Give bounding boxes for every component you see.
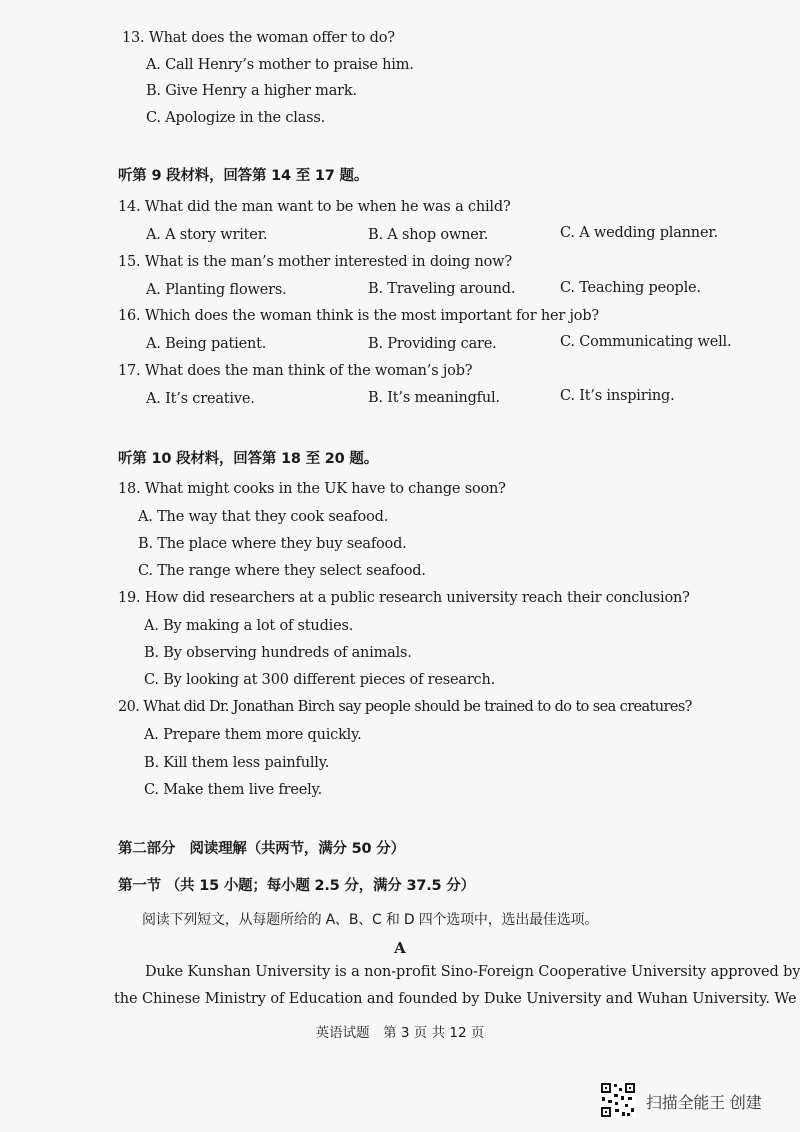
question-13-option-a: A. Call Henry’s mother to praise him.: [146, 57, 414, 73]
question-19-stem: 19. How did researchers at a public research university reach their conclusion?: [118, 590, 690, 606]
question-14-stem: 14. What did the man want to be when he was a child?: [118, 199, 511, 215]
part-2-section-1-heading: 第一节 （共 15 小题；每小题 2.5 分，满分 37.5 分）: [118, 878, 475, 894]
passage-line-2: the Chinese Ministry of Education and founded by Duke University and Wuhan University. We: [114, 991, 797, 1007]
passage-line-1: Duke Kunshan University is a non-profit Sino-Foreign Cooperative University approved by: [145, 964, 800, 980]
question-18-option-c: C. The range where they select seafood.: [138, 563, 426, 579]
question-20-option-b: B. Kill them less painfully.: [144, 755, 330, 771]
question-17-option-c: C. It’s inspiring.: [560, 388, 675, 404]
question-13-stem: 13. What does the woman offer to do?: [122, 30, 395, 46]
question-19-option-a: A. By making a lot of studies.: [144, 618, 354, 634]
question-14-option-a: A. A story writer.: [146, 227, 268, 243]
question-15-stem: 15. What is the man’s mother interested in doing now?: [118, 254, 512, 270]
question-16-stem: 16. Which does the woman think is the most important for her job?: [118, 308, 599, 324]
question-16-option-b: B. Providing care.: [368, 336, 497, 352]
question-13-option-b: B. Give Henry a higher mark.: [146, 83, 357, 99]
question-14-option-c: C. A wedding planner.: [560, 225, 718, 241]
question-14-option-b: B. A shop owner.: [368, 227, 489, 243]
question-16-option-a: A. Being patient.: [146, 336, 267, 352]
section-10-heading: 听第 10 段材料，回答第 18 至 20 题。: [118, 451, 379, 467]
qr-code-icon: [600, 1082, 636, 1118]
question-18-option-b: B. The place where they buy seafood.: [138, 536, 407, 552]
question-17-option-b: B. It’s meaningful.: [368, 390, 500, 406]
question-18-stem: 18. What might cooks in the UK have to change soon?: [118, 481, 506, 497]
question-15-option-a: A. Planting flowers.: [146, 282, 287, 298]
reading-instruction: 阅读下列短文，从每题所给的 A、B、C 和 D 四个选项中，选出最佳选项。: [142, 912, 599, 928]
question-20-option-c: C. Make them live freely.: [144, 782, 322, 798]
question-15-option-c: C. Teaching people.: [560, 280, 701, 296]
page-footer: 英语试题 第 3 页 共 12 页: [315, 1025, 485, 1041]
passage-label: A: [394, 939, 406, 957]
scanner-watermark: 扫描全能王 创建: [646, 1093, 762, 1112]
question-17-stem: 17. What does the man think of the woman’s job?: [118, 363, 473, 379]
question-15-option-b: B. Traveling around.: [368, 281, 516, 297]
question-19-option-c: C. By looking at 300 different pieces of research.: [144, 672, 496, 688]
question-19-option-b: B. By observing hundreds of animals.: [144, 645, 412, 661]
question-13-option-c: C. Apologize in the class.: [146, 110, 326, 126]
part-2-heading: 第二部分 阅读理解（共两节，满分 50 分）: [118, 841, 405, 857]
question-18-option-a: A. The way that they cook seafood.: [138, 509, 389, 525]
question-20-option-a: A. Prepare them more quickly.: [144, 727, 362, 743]
question-17-option-a: A. It’s creative.: [146, 391, 255, 407]
question-16-option-c: C. Communicating well.: [560, 334, 732, 350]
section-9-heading: 听第 9 段材料，回答第 14 至 17 题。: [118, 168, 369, 184]
question-20-stem: 20. What did Dr. Jonathan Birch say people should be trained to do to sea creatures?: [118, 699, 692, 715]
